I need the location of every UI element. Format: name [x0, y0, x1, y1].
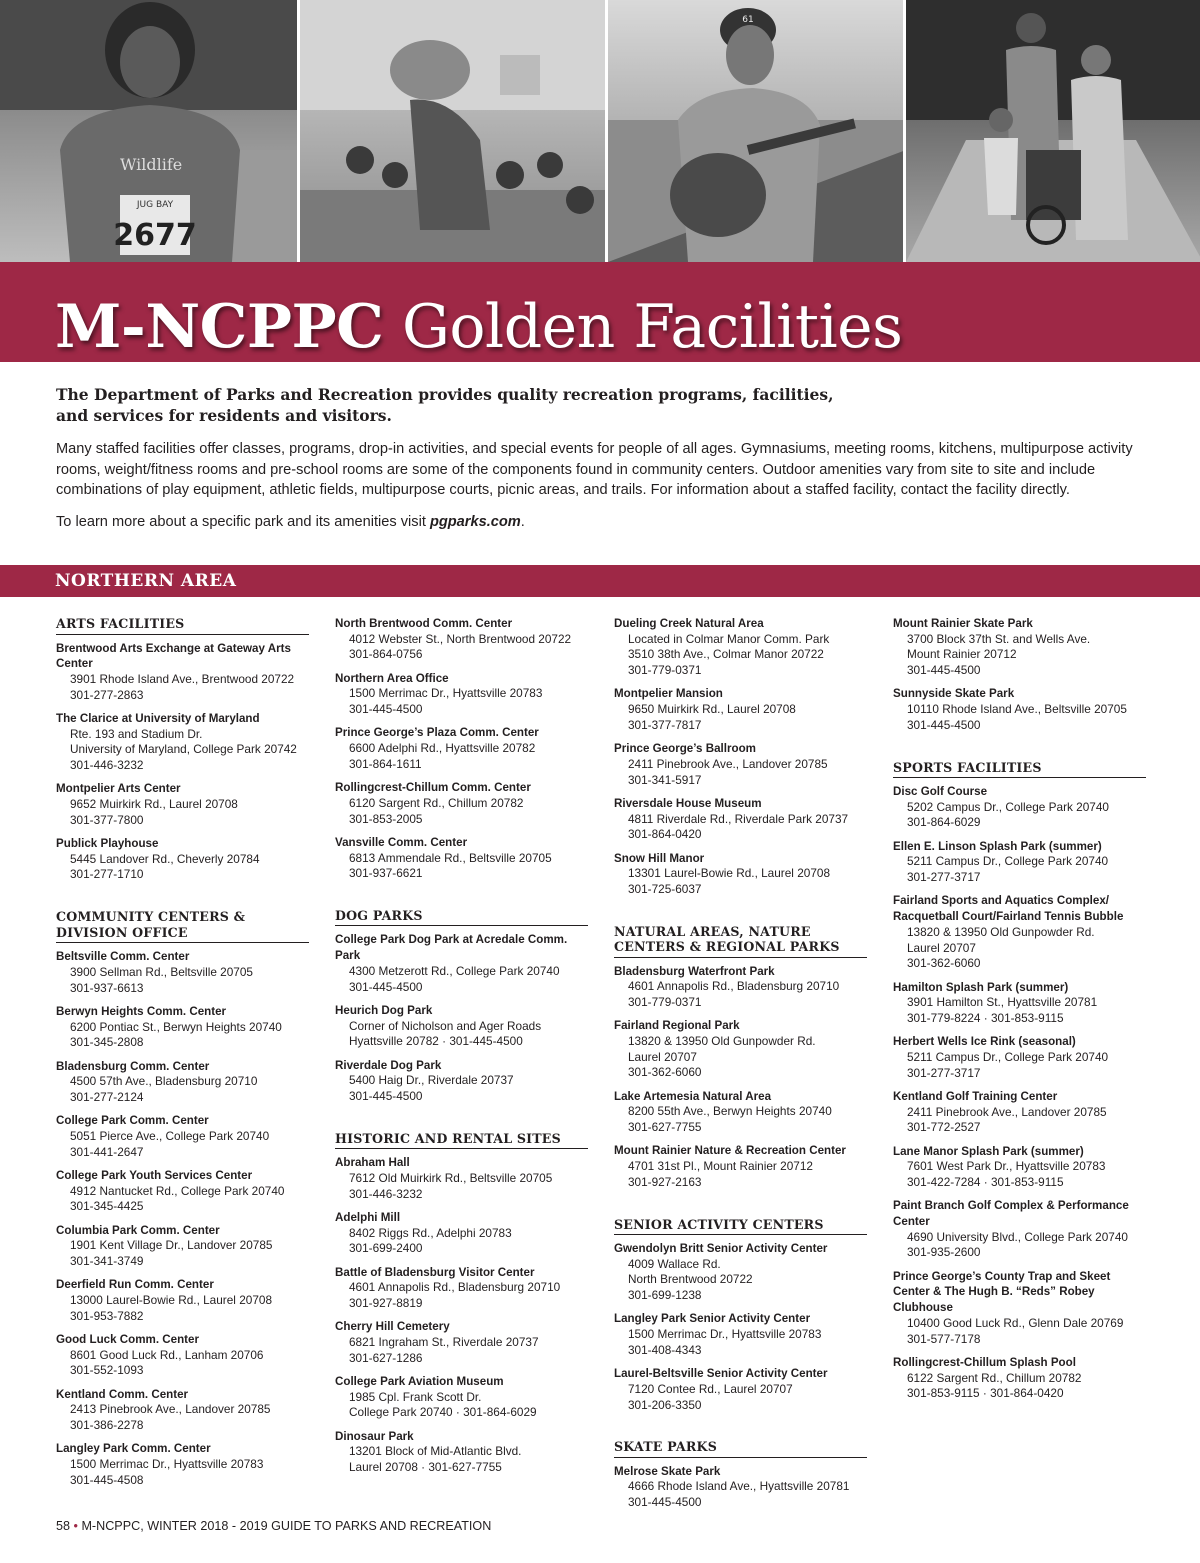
directory-section — [335, 616, 588, 882]
body-paragraph: Many staffed facilities offer classes, programs, drop-in activities, and special events for people of all ages. Gymnasiums, meeting rooms, kitchens, multipurpose activity rooms, weight/fitness rooms and pre-school rooms are some of the components found in community centers. Outdoor amenities vary from site to site and include combinations of play equipment, athletic fields, multipurpose courts, picnic areas, and trails. For information about a staffed facility, contact the facility directly. — [56, 441, 1133, 499]
cap-print: 61 — [742, 15, 754, 25]
facility-detail: 1985 Cpl. Frank Scott Dr. — [349, 1389, 482, 1404]
facility-entry — [335, 671, 588, 718]
section-heading: NATURAL AREAS, NATURE CENTERS & REGIONAL PARKS — [614, 924, 867, 958]
facility-detail: 301-341-3749 — [70, 1254, 144, 1269]
facility-entry — [614, 1311, 867, 1358]
facility-entry — [335, 1210, 588, 1257]
learn-more-text: To learn more about a specific park and its amenities visit — [56, 514, 430, 531]
facility-entry — [893, 686, 1146, 733]
facility-entry — [893, 980, 1146, 1027]
page-number: 58 — [56, 1519, 71, 1533]
directory-section — [56, 909, 309, 1488]
facility-detail: 301-864-6029 — [907, 815, 981, 830]
facility-name: Northern Area Office — [335, 671, 449, 685]
facility-entry — [614, 686, 867, 733]
facility-detail: 5211 Campus Dr., College Park 20740 — [907, 854, 1109, 869]
facility-detail: Mount Rainier 20712 — [907, 647, 1017, 662]
facility-detail: 301-362-6060 — [628, 1065, 702, 1080]
facility-detail: 301-927-2163 — [628, 1174, 702, 1189]
facility-detail: Corner of Nicholson and Ager Roads — [349, 1018, 542, 1033]
facility-detail: 1500 Merrimac Dr., Hyattsville 20783 — [349, 686, 543, 701]
facility-detail: 3900 Sellman Rd., Beltsville 20705 — [70, 964, 253, 979]
page-title — [55, 292, 902, 362]
facility-detail: 13201 Block of Mid-Atlantic Blvd. — [349, 1444, 522, 1459]
facility-detail: 301-206-3350 — [628, 1397, 702, 1412]
shirt-print: Wildlife — [120, 155, 183, 174]
facility-name: Montpelier Mansion — [614, 687, 723, 701]
facility-detail: Laurel 20707 — [628, 1049, 697, 1064]
facility-name: Kentland Golf Training Center — [893, 1089, 1058, 1103]
facility-name: Abraham Hall — [335, 1156, 410, 1170]
directory-section — [893, 760, 1146, 1402]
facility-entry — [335, 1155, 588, 1202]
facility-detail: 13820 & 13950 Old Gunpowder Rd. — [628, 1034, 816, 1049]
facility-name: Dueling Creek Natural Area — [614, 617, 764, 630]
facility-detail: 301-445-4500 — [349, 1088, 423, 1103]
facility-name: Paint Branch Golf Complex & Performance Center — [893, 1199, 1129, 1229]
facility-entry — [893, 1089, 1146, 1136]
facility-name: Lane Manor Splash Park (summer) — [893, 1144, 1084, 1158]
facility-detail: 4811 Riverdale Rd., Riverdale Park 20737 — [628, 811, 849, 826]
facility-detail: Rte. 193 and Stadium Dr. — [70, 726, 203, 741]
facility-detail: 4601 Annapolis Rd., Bladensburg 20710 — [349, 1280, 561, 1295]
facility-name: Kentland Comm. Center — [56, 1387, 189, 1401]
facility-detail: 301-345-4425 — [70, 1199, 144, 1214]
facility-entry — [56, 1059, 309, 1106]
facility-name: Rollingcrest-Chillum Comm. Center — [335, 781, 531, 795]
facility-detail: 3700 Block 37th St. and Wells Ave. — [907, 631, 1091, 646]
facility-detail: 4601 Annapolis Rd., Bladensburg 20710 — [628, 979, 840, 994]
bib-number: 2677 — [113, 218, 197, 253]
facility-detail: Located in Colmar Manor Comm. Park — [628, 631, 830, 646]
facility-detail: 301-277-2863 — [70, 687, 144, 702]
area-title: NORTHERN AREA — [55, 571, 237, 591]
facility-entry — [56, 711, 309, 774]
directory-section — [893, 616, 1146, 734]
facility-name: Riverdale Dog Park — [335, 1058, 442, 1072]
facility-entry — [614, 1143, 867, 1190]
facility-detail: 8200 55th Ave., Berwyn Heights 20740 — [628, 1104, 832, 1119]
facility-detail: 301-341-5917 — [628, 772, 702, 787]
facility-detail: 6122 Sargent Rd., Chillum 20782 — [907, 1370, 1082, 1385]
facility-name: Prince George’s Plaza Comm. Center — [335, 726, 539, 740]
facility-name: Langley Park Comm. Center — [56, 1442, 211, 1456]
section-heading: SKATE PARKS — [614, 1439, 867, 1458]
facility-name: College Park Youth Services Center — [56, 1168, 253, 1182]
facility-detail: 301-445-4500 — [907, 717, 981, 732]
directory-column-2 — [335, 616, 588, 1502]
facility-detail: 301-552-1093 — [70, 1363, 144, 1378]
directory-column-3 — [614, 616, 867, 1537]
facility-name: Fairland Regional Park — [614, 1019, 740, 1033]
website-link[interactable]: pgparks.com — [429, 514, 521, 531]
section-heading: HISTORIC AND RENTAL SITES — [335, 1131, 588, 1150]
directory-section — [614, 1217, 867, 1414]
facility-detail: 9650 Muirkirk Rd., Laurel 20708 — [628, 702, 796, 717]
facility-detail: 301-627-1286 — [349, 1350, 423, 1365]
intro — [56, 384, 1146, 532]
directory-section — [614, 1439, 867, 1511]
facility-name: Mount Rainier Nature & Recreation Center — [614, 1144, 846, 1158]
facility-detail: 4500 57th Ave., Bladensburg 20710 — [70, 1074, 258, 1089]
facility-name: Prince George’s Ballroom — [614, 742, 756, 756]
facility-detail: 301-446-3232 — [349, 1186, 423, 1201]
facility-detail: 5400 Haig Dr., Riverdale 20737 — [349, 1073, 514, 1088]
facility-name: Langley Park Senior Activity Center — [614, 1312, 811, 1326]
facility-detail: 301-408-4343 — [628, 1342, 702, 1357]
facility-name: Montpelier Arts Center — [56, 782, 181, 796]
facility-detail: 301-445-4508 — [70, 1472, 144, 1487]
facility-entry — [56, 641, 309, 704]
facility-detail: 4690 University Blvd., College Park 20740 — [907, 1229, 1128, 1244]
facility-detail: 5051 Pierce Ave., College Park 20740 — [70, 1128, 270, 1143]
facility-name: Herbert Wells Ice Rink (seasonal) — [893, 1035, 1076, 1049]
facility-detail: College Park 20740 · 301-864-6029 — [349, 1405, 537, 1420]
facility-detail: 301-699-2400 — [349, 1241, 423, 1256]
facility-detail: 301-345-2808 — [70, 1035, 144, 1050]
facility-entry — [614, 741, 867, 788]
facility-detail: 1500 Merrimac Dr., Hyattsville 20783 — [628, 1327, 822, 1342]
facility-detail: 4666 Rhode Island Ave., Hyattsville 20781 — [628, 1479, 850, 1494]
facility-name: Good Luck Comm. Center — [56, 1333, 200, 1347]
facility-name: Bladensburg Waterfront Park — [614, 964, 775, 978]
facility-detail: 4701 31st Pl., Mount Rainier 20712 — [628, 1159, 813, 1174]
facility-detail: 7601 West Park Dr., Hyattsville 20783 — [907, 1159, 1106, 1174]
facility-detail: 301-953-7882 — [70, 1308, 144, 1323]
facility-entry — [56, 1004, 309, 1051]
facility-name: Bladensburg Comm. Center — [56, 1059, 210, 1073]
facility-name: Sunnyside Skate Park — [893, 687, 1015, 701]
directory-section — [614, 616, 867, 898]
facility-detail: 4300 Metzerott Rd., College Park 20740 — [349, 963, 560, 978]
facility-name: Gwendolyn Britt Senior Activity Center — [614, 1242, 828, 1256]
facility-name: Berwyn Heights Comm. Center — [56, 1004, 227, 1018]
title-bold: M-NCPPC — [55, 292, 384, 362]
facility-entry — [56, 1113, 309, 1160]
facility-detail: 3901 Rhode Island Ave., Brentwood 20722 — [70, 671, 295, 686]
facility-detail: 7612 Old Muirkirk Rd., Beltsville 20705 — [349, 1170, 553, 1185]
facility-entry — [614, 796, 867, 843]
facility-detail: 301-446-3232 — [70, 758, 144, 773]
facility-detail: 5202 Campus Dr., College Park 20740 — [907, 799, 1109, 814]
facility-entry — [56, 1387, 309, 1434]
photo-guitarist — [605, 0, 903, 262]
facility-entry — [893, 1034, 1146, 1081]
facility-name: Prince George’s County Trap and Skeet Center & The Hugh B. “Reds” Robey Clubhouse — [893, 1269, 1111, 1315]
facility-entry — [893, 1144, 1146, 1191]
facility-name: Snow Hill Manor — [614, 851, 705, 865]
facility-detail: 301-577-7178 — [907, 1331, 981, 1346]
facility-detail: 301-386-2278 — [70, 1418, 144, 1433]
facility-entry — [56, 1277, 309, 1324]
facility-detail: 301-362-6060 — [907, 956, 981, 971]
facility-name: College Park Dog Park at Acredale Comm. Park — [335, 933, 568, 963]
facility-detail: North Brentwood 20722 — [628, 1272, 753, 1287]
photo-pool-mascot — [297, 0, 605, 262]
facility-name: Disc Golf Course — [893, 785, 988, 799]
facility-entry — [56, 1223, 309, 1270]
facility-detail: 301-937-6621 — [349, 866, 423, 881]
title-light: Golden Facilities — [401, 292, 903, 362]
facility-detail: 13000 Laurel-Bowie Rd., Laurel 20708 — [70, 1293, 272, 1308]
facility-detail: 9652 Muirkirk Rd., Laurel 20708 — [70, 797, 238, 812]
directory-section — [335, 1131, 588, 1476]
facility-entry — [56, 949, 309, 996]
section-heading: DOG PARKS — [335, 908, 588, 927]
facility-detail: 7120 Contee Rd., Laurel 20707 — [628, 1381, 793, 1396]
facility-name: Publick Playhouse — [56, 837, 159, 851]
facility-entry — [56, 1441, 309, 1488]
facility-name: Melrose Skate Park — [614, 1464, 721, 1478]
facility-detail: 6200 Pontiac St., Berwyn Heights 20740 — [70, 1019, 282, 1034]
facility-detail: Laurel 20708 · 301-627-7755 — [349, 1460, 502, 1475]
facility-entry — [56, 836, 309, 883]
directory-column-4 — [893, 616, 1146, 1428]
facility-entry — [614, 616, 867, 679]
facility-detail: 6120 Sargent Rd., Chillum 20782 — [349, 795, 524, 810]
facility-detail: 6600 Adelphi Rd., Hyattsville 20782 — [349, 741, 536, 756]
facility-entry — [893, 1269, 1146, 1348]
facility-detail: 301-277-3717 — [907, 1065, 981, 1080]
facility-name: Adelphi Mill — [335, 1210, 401, 1224]
facility-detail: 3510 38th Ave., Colmar Manor 20722 — [628, 647, 824, 662]
facility-name: The Clarice at University of Maryland — [56, 711, 260, 725]
facility-entry — [335, 1265, 588, 1312]
facility-entry — [614, 1018, 867, 1081]
facility-detail: 1901 Kent Village Dr., Landover 20785 — [70, 1238, 273, 1253]
facility-detail: 301-779-0371 — [628, 995, 702, 1010]
footer — [56, 1519, 491, 1533]
facility-entry — [893, 839, 1146, 886]
facility-detail: 10400 Good Luck Rd., Glenn Dale 20769 — [907, 1315, 1124, 1330]
facility-entry — [614, 1366, 867, 1413]
facility-detail: 13301 Laurel-Bowie Rd., Laurel 20708 — [628, 866, 830, 881]
facility-detail: 301-277-1710 — [70, 867, 144, 882]
facility-detail: 301-377-7800 — [70, 812, 144, 827]
photo-strip — [0, 0, 1200, 262]
facility-detail: Laurel 20707 — [907, 940, 976, 955]
facility-entry — [893, 893, 1146, 972]
facility-entry — [56, 1168, 309, 1215]
facility-detail: 8601 Good Luck Rd., Lanham 20706 — [70, 1347, 264, 1362]
facility-detail: 301-445-4500 — [907, 663, 981, 678]
facility-detail: 301-779-8224 · 301-853-9115 — [907, 1010, 1064, 1025]
facility-detail: 4912 Nantucket Rd., College Park 20740 — [70, 1183, 285, 1198]
facility-entry — [893, 616, 1146, 679]
directory-section — [614, 924, 867, 1191]
facility-entry — [614, 1241, 867, 1304]
facility-detail: 8402 Riggs Rd., Adelphi 20783 — [349, 1225, 512, 1240]
footer-bullet: • — [73, 1519, 78, 1533]
facility-detail: 301-772-2527 — [907, 1120, 981, 1135]
facility-entry — [335, 1374, 588, 1421]
facility-name: Beltsville Comm. Center — [56, 950, 190, 964]
facility-detail: 301-725-6037 — [628, 881, 702, 896]
facility-entry — [335, 616, 588, 663]
facility-detail: 301-445-4500 — [628, 1495, 702, 1510]
facility-entry — [335, 1058, 588, 1105]
facility-detail: 301-935-2600 — [907, 1245, 981, 1260]
photo-runner — [0, 0, 297, 262]
facility-detail: 301-853-9115 · 301-864-0420 — [907, 1386, 1064, 1401]
facility-name: Hamilton Splash Park (summer) — [893, 980, 1069, 994]
facility-detail: 301-927-8819 — [349, 1295, 423, 1310]
facility-entry — [56, 1332, 309, 1379]
facility-entry — [56, 781, 309, 828]
facility-detail: 301-277-3717 — [907, 870, 981, 885]
facility-name: North Brentwood Comm. Center — [335, 617, 513, 630]
facility-name: Mount Rainier Skate Park — [893, 617, 1033, 630]
facility-detail: 2411 Pinebrook Ave., Landover 20785 — [628, 756, 828, 771]
facility-detail: 301-377-7817 — [628, 717, 702, 732]
facility-detail: 3901 Hamilton St., Hyattsville 20781 — [907, 995, 1098, 1010]
facility-detail: 10110 Rhode Island Ave., Beltsville 20705 — [907, 702, 1127, 717]
facility-name: Columbia Park Comm. Center — [56, 1223, 220, 1237]
facility-name: Battle of Bladensburg Visitor Center — [335, 1265, 535, 1279]
facility-detail: 301-422-7284 · 301-853-9115 — [907, 1175, 1064, 1190]
facility-name: Riversdale House Museum — [614, 796, 762, 810]
facility-name: Dinosaur Park — [335, 1429, 414, 1443]
facility-entry — [614, 1089, 867, 1136]
facility-name: Rollingcrest-Chillum Splash Pool — [893, 1355, 1076, 1369]
facility-detail: Hyattsville 20782 · 301-445-4500 — [349, 1034, 523, 1049]
facility-name: Deerfield Run Comm. Center — [56, 1278, 214, 1292]
facility-detail: 301-864-0756 — [349, 647, 423, 662]
facility-detail: 6813 Ammendale Rd., Beltsville 20705 — [349, 850, 552, 865]
facility-detail: 1500 Merrimac Dr., Hyattsville 20783 — [70, 1457, 264, 1472]
directory-section — [335, 908, 588, 1105]
facility-detail: 301-627-7755 — [628, 1120, 702, 1135]
facility-detail: 6821 Ingraham St., Riverdale 20737 — [349, 1334, 539, 1349]
facility-detail: 13820 & 13950 Old Gunpowder Rd. — [907, 924, 1095, 939]
facility-detail: 301-699-1238 — [628, 1288, 702, 1303]
facility-detail: University of Maryland, College Park 20742 — [70, 742, 297, 757]
facility-detail: 301-853-2005 — [349, 811, 423, 826]
facility-name: Ellen E. Linson Splash Park (summer) — [893, 839, 1102, 853]
facility-detail: 301-441-2647 — [70, 1144, 144, 1159]
footer-text: M-NCPPC, WINTER 2018 - 2019 GUIDE TO PARKS AND RECREATION — [81, 1519, 492, 1533]
section-heading: COMMUNITY CENTERS & DIVISION OFFICE — [56, 909, 309, 943]
facility-detail: 5211 Campus Dr., College Park 20740 — [907, 1049, 1109, 1064]
section-heading: SENIOR ACTIVITY CENTERS — [614, 1217, 867, 1236]
facility-entry — [335, 725, 588, 772]
facility-detail: 4012 Webster St., North Brentwood 20722 — [349, 631, 572, 646]
facility-name: College Park Aviation Museum — [335, 1374, 504, 1388]
facility-detail: 301-779-0371 — [628, 663, 702, 678]
facility-entry — [335, 932, 588, 995]
facility-detail: 301-864-1611 — [349, 756, 422, 771]
directory-column-1 — [56, 616, 309, 1515]
facility-entry — [335, 835, 588, 882]
facility-entry — [335, 780, 588, 827]
learn-more — [56, 512, 1146, 532]
facility-entry — [893, 1198, 1146, 1261]
facility-detail: 301-277-2124 — [70, 1089, 144, 1104]
facility-entry — [893, 784, 1146, 831]
facility-entry — [614, 1464, 867, 1511]
photo-family — [903, 0, 1200, 262]
facility-detail: 2411 Pinebrook Ave., Landover 20785 — [907, 1104, 1107, 1119]
facility-entry — [893, 1355, 1146, 1402]
facility-detail: 4009 Wallace Rd. — [628, 1256, 721, 1271]
facility-entry — [614, 964, 867, 1011]
learn-more-end: . — [520, 514, 525, 531]
facility-detail: 301-864-0420 — [628, 827, 702, 842]
facility-entry — [335, 1319, 588, 1366]
facility-detail: 5445 Landover Rd., Cheverly 20784 — [70, 851, 260, 866]
facility-name: Cherry Hill Cemetery — [335, 1320, 450, 1334]
facility-entry — [335, 1429, 588, 1476]
facility-detail: 301-445-4500 — [349, 702, 423, 717]
facility-name: Laurel-Beltsville Senior Activity Center — [614, 1367, 828, 1381]
section-heading: SPORTS FACILITIES — [893, 760, 1146, 779]
facility-detail: 301-445-4500 — [349, 979, 423, 994]
facility-name: Heurich Dog Park — [335, 1003, 433, 1017]
facility-detail: 301-937-6613 — [70, 980, 144, 995]
bib-top: JUG BAY — [136, 200, 174, 210]
facility-name: Vansville Comm. Center — [335, 835, 468, 849]
lead-paragraph: The Department of Parks and Recreation provides quality recreation programs, facilities, and services for residents and visitors. — [56, 385, 834, 425]
facility-name: Lake Artemesia Natural Area — [614, 1089, 772, 1103]
facility-entry — [614, 851, 867, 898]
facility-detail: 2413 Pinebrook Ave., Landover 20785 — [70, 1402, 271, 1417]
directory-section — [56, 616, 309, 883]
facility-name: Brentwood Arts Exchange at Gateway Arts Center — [56, 641, 291, 671]
facility-entry — [335, 1003, 588, 1050]
facility-name: College Park Comm. Center — [56, 1114, 209, 1128]
section-heading: ARTS FACILITIES — [56, 616, 309, 635]
facility-name: Fairland Sports and Aquatics Complex/ Racquetball Court/Fairland Tennis Bubble — [893, 894, 1124, 924]
